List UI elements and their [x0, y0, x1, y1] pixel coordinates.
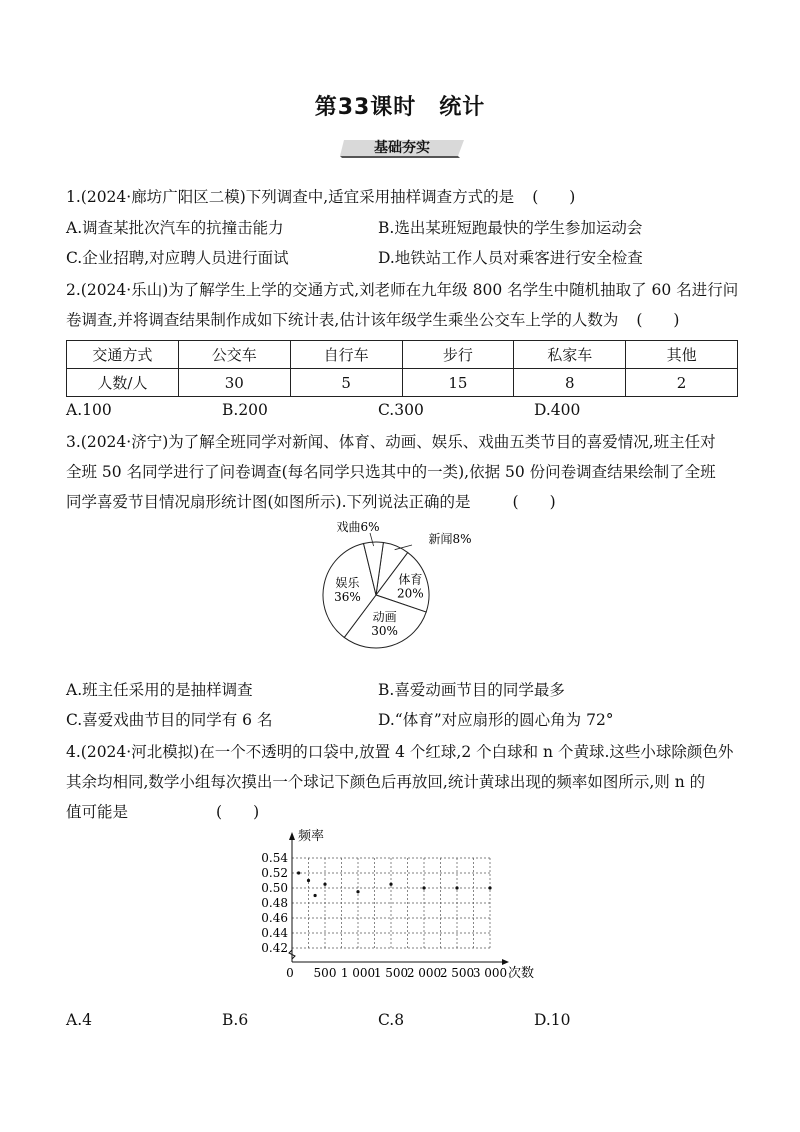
x-tick-label: 500: [313, 966, 337, 980]
data-point: [389, 883, 392, 886]
table-cell: 自行车: [290, 341, 402, 369]
y-tick-label: 0.54: [261, 851, 288, 865]
q1-option-d: D.地铁站工作人员对乘客进行安全检查: [378, 249, 643, 267]
table-cell: 步行: [402, 341, 514, 369]
q3-option-c: C.喜爱戏曲节目的同学有 6 名: [66, 711, 273, 729]
x-axis-label: 次数: [508, 966, 535, 981]
q1-option-a: A.调查某批次汽车的抗撞击能力: [66, 219, 284, 237]
pie-label-news: 新闻8%: [428, 532, 472, 546]
data-point: [323, 883, 326, 886]
q3-option-a: A.班主任采用的是抽样调查: [66, 681, 253, 699]
q3-stem-line1: 3.(2024·济宁)为了解全班同学对新闻、体育、动画、娱乐、戏曲五类节目的喜爱情况,班主任对: [66, 433, 716, 451]
x-axis-arrow: [502, 959, 509, 965]
y-tick-label: 0.42: [261, 941, 288, 955]
table-cell: 8: [514, 369, 626, 397]
table-cell: 人数/人: [67, 369, 179, 397]
x-tick-label: 0: [286, 966, 294, 980]
pie-label-sports: 体育: [398, 572, 423, 587]
x-tick-label: 3 000: [472, 966, 508, 980]
q3-option-d: D.“体育”对应扇形的圆心角为 72°: [378, 711, 614, 729]
q3-stem-line3-text: 同学喜爱节目情况扇形统计图(如图所示).下列说法正确的是: [66, 493, 471, 511]
q2-stem-line2: [66, 310, 679, 330]
q4-stem-line3: [66, 802, 259, 822]
q4-option-c: C.8: [378, 1011, 405, 1029]
x-tick-label: 2 500: [439, 966, 475, 980]
data-point: [356, 890, 359, 893]
q4-option-b: B.6: [222, 1011, 249, 1029]
q2-option-a: A.100: [66, 401, 112, 419]
pie-label-entertainment: 娱乐: [335, 576, 360, 591]
pie-label-sports-pct: 20%: [397, 586, 424, 601]
q3-stem-line2: 全班 50 名同学进行了问卷调查(每名同学只选其中的一类),依据 50 份问卷调查结果绘制了全班: [66, 463, 716, 481]
pie-label-animation-pct: 30%: [371, 623, 398, 638]
q1-stem-text: 1.(2024·廊坊广阳区二模)下列调查中,适宜采用抽样调查方式的是: [66, 188, 515, 206]
q3-stem-line3: [66, 492, 556, 512]
data-point: [455, 886, 458, 889]
q4-stem-line2: 其余均相同,数学小组每次摸出一个球记下颜色后再放回,统计黄球出现的频率如图所示,则 n 的: [66, 773, 706, 791]
q4-frequency-chart: [250, 822, 550, 987]
q2-stem-line1: 2.(2024·乐山)为了解学生上学的交通方式,刘老师在九年级 800 名学生中随机抽取了 60 名进行问: [66, 281, 739, 299]
x-tick-label: 1 500: [373, 966, 409, 980]
q3-option-b: B.喜爱动画节目的同学最多: [378, 681, 565, 699]
q2-stat-table: [66, 340, 738, 397]
q1-option-c: C.企业招聘,对应聘人员进行面试: [66, 249, 289, 267]
y-tick-label: 0.50: [261, 881, 288, 895]
section-banner: [340, 138, 464, 158]
table-cell: 5: [290, 369, 402, 397]
q4-option-a: A.4: [66, 1011, 92, 1029]
q1-option-b: B.选出某班短跑最快的学生参加运动会: [378, 219, 643, 237]
data-point: [314, 894, 317, 897]
y-axis-arrow: [289, 832, 295, 840]
table-cell: 交通方式: [67, 341, 179, 369]
q3-pie-chart: [300, 515, 500, 665]
q4-stem-line1: 4.(2024·河北模拟)在一个不透明的口袋中,放置 4 个红球,2 个白球和 n 个黄球.这些小球除颜色外: [66, 743, 734, 761]
table-cell: 其他: [626, 341, 738, 369]
pie-label-opera: 戏曲6%: [336, 520, 380, 534]
pie-label-animation: 动画: [372, 609, 397, 624]
y-tick-label: 0.44: [261, 926, 288, 940]
y-axis-label: 频率: [298, 829, 325, 844]
data-point: [488, 886, 491, 889]
q2-answer-paren: ( ): [636, 311, 680, 329]
table-cell: 私家车: [514, 341, 626, 369]
y-tick-label: 0.52: [261, 866, 288, 880]
q1-answer-paren: ( ): [532, 188, 576, 206]
data-point: [422, 886, 425, 889]
q1-stem: [66, 187, 575, 207]
table-cell: 30: [178, 369, 290, 397]
q4-option-d: D.10: [534, 1011, 571, 1029]
q2-option-b: B.200: [222, 401, 268, 419]
data-point: [307, 879, 310, 882]
q4-stem-line3-text: 值可能是: [66, 803, 129, 821]
pie-label-entertainment-pct: 36%: [334, 590, 361, 605]
q2-option-c: C.300: [378, 401, 424, 419]
x-tick-label: 2 000: [406, 966, 442, 980]
table-row: [67, 341, 738, 369]
x-tick-label: 1 000: [340, 966, 376, 980]
page-title: 第33课时 统计: [314, 95, 486, 120]
y-tick-label: 0.46: [261, 911, 288, 925]
section-title: 基础夯实: [374, 140, 430, 156]
q4-answer-paren: ( ): [216, 803, 260, 821]
table-cell: 公交车: [178, 341, 290, 369]
q2-stem-line2-text: 卷调查,并将调查结果制作成如下统计表,估计该年级学生乘坐公交车上学的人数为: [66, 311, 619, 329]
y-tick-label: 0.48: [261, 896, 288, 910]
table-cell: 2: [626, 369, 738, 397]
data-point: [297, 871, 300, 874]
q3-answer-paren: ( ): [512, 493, 556, 511]
q2-option-d: D.400: [534, 401, 581, 419]
table-cell: 15: [402, 369, 514, 397]
table-row: [67, 369, 738, 397]
